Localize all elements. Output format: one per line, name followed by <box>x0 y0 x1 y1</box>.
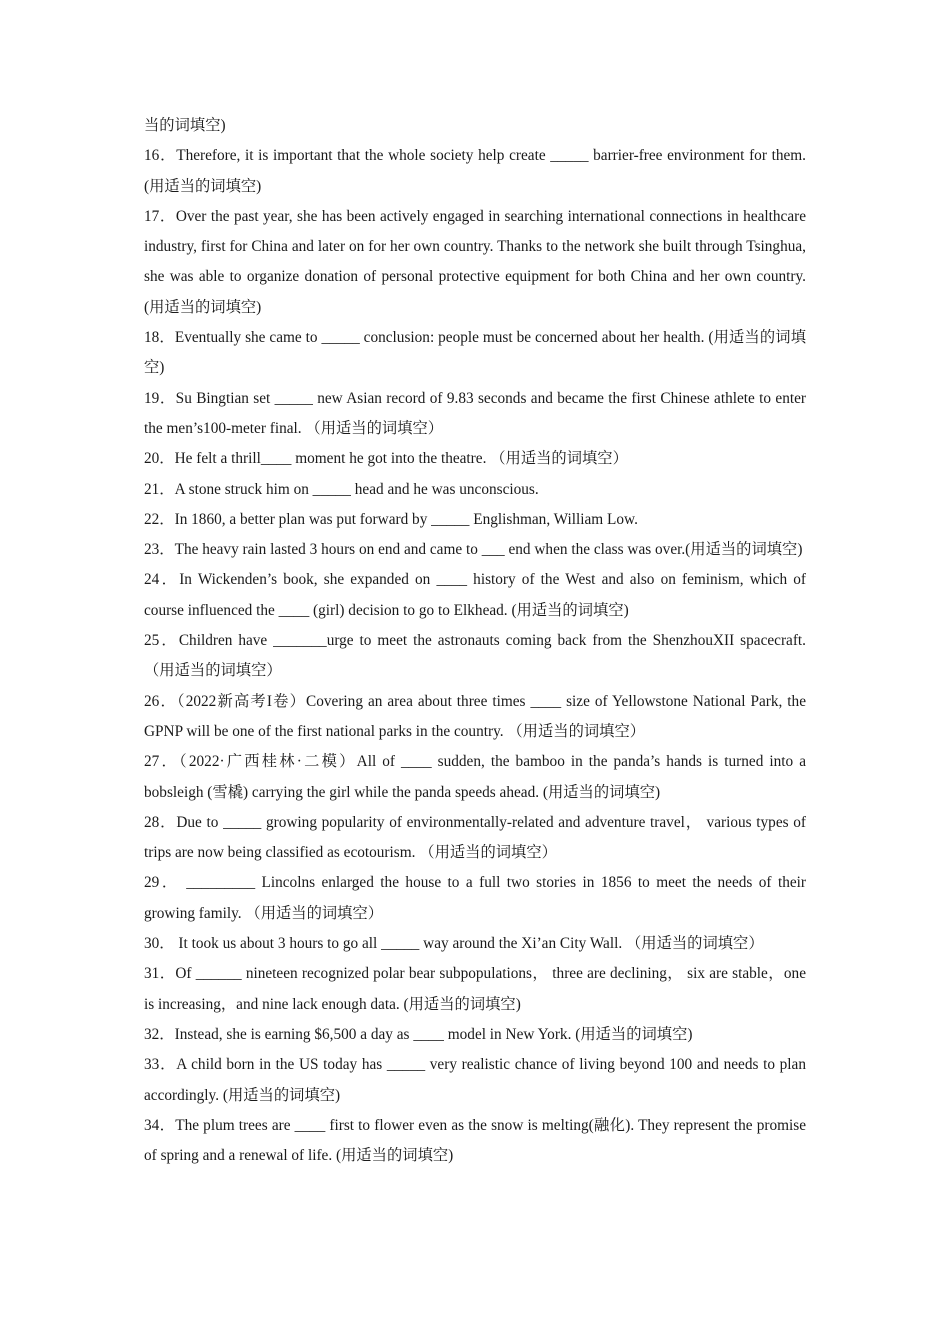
question-34: 34．The plum trees are ____ first to flower even as the snow is melting(融化). They represent the promise of spring and a renewal of life. (用适当的词填空) <box>144 1116 806 1165</box>
question-18: 18．Eventually she came to _____ conclusion: people must be concerned about her health. (用适当的词填空) <box>144 329 806 377</box>
question-17: 17．Over the past year, she has been actively engaged in searching international connections in healthcare industry, first for China and later on for her own country. Thanks to the network she built through Tsinghua, she was able to organize donation of personal protective equipment for both China and her own country. (用适当的词填空) <box>144 207 806 316</box>
question-30: 30． It took us about 3 hours to go all _____ way around the Xi’an City Wall. （用适当的词填空） <box>144 935 764 953</box>
question-16: 16．Therefore, it is important that the whole society help create _____ barrier-free environment for them. (用适当的词填空) <box>144 147 806 195</box>
continuation-fragment: 当的词填空) <box>144 117 226 134</box>
question-28: 28．Due to _____ growing popularity of environmentally-related and adventure travel， various types of trips are now being classified as ecotourism. （用适当的词填空） <box>144 813 806 862</box>
question-21: 21．A stone struck him on _____ head and he was unconscious. <box>144 480 539 498</box>
question-19: 19．Su Bingtian set _____ new Asian record of 9.83 seconds and became the first Chinese athlete to enter the men’s100-meter final. （用适当的词填空） <box>144 389 806 437</box>
question-32: 32．Instead, she is earning $6,500 a day as ____ model in New York. (用适当的词填空) <box>144 1025 693 1043</box>
question-27: 27．（2022·广西桂林·二模）All of ____ sudden, the bamboo in the panda’s hands is turned into a bobsleigh (雪橇) carrying the girl while the panda speeds ahead. (用适当的词填空) <box>144 753 806 801</box>
question-22: 22．In 1860, a better plan was put forward by _____ Englishman, William Low. <box>144 510 638 528</box>
question-20: 20．He felt a thrill____ moment he got into the theatre. （用适当的词填空） <box>144 450 628 468</box>
question-25: 25．Children have _______urge to meet the astronauts coming back from the ShenzhouXII spacecraft. （用适当的词填空） <box>144 632 806 680</box>
question-24: 24．In Wickenden’s book, she expanded on ____ history of the West and also on feminism, which of course influenced the ____ (girl) decision to go to Elkhead. (用适当的词填空) <box>144 571 806 619</box>
question-26: 26．（2022新高考I卷）Covering an area about three times ____ size of Yellowstone National Park, the GPNP will be one of the first national parks in the country. （用适当的词填空） <box>144 692 806 740</box>
question-31: 31．Of ______ nineteen recognized polar bear subpopulations， three are declining， six are stable，one is increasing，and nine lack enough data. (用适当的词填空) <box>144 965 806 1013</box>
document-page <box>144 111 806 1171</box>
question-23: 23．The heavy rain lasted 3 hours on end and came to ___ end when the class was over.(用适当的词填空) <box>144 541 803 559</box>
question-29: 29． _________ Lincolns enlarged the house to a full two stories in 1856 to meet the needs of their growing family. （用适当的词填空） <box>144 874 806 922</box>
question-33: 33．A child born in the US today has _____ very realistic chance of living beyond 100 and needs to plan accordingly. (用适当的词填空) <box>144 1056 806 1104</box>
